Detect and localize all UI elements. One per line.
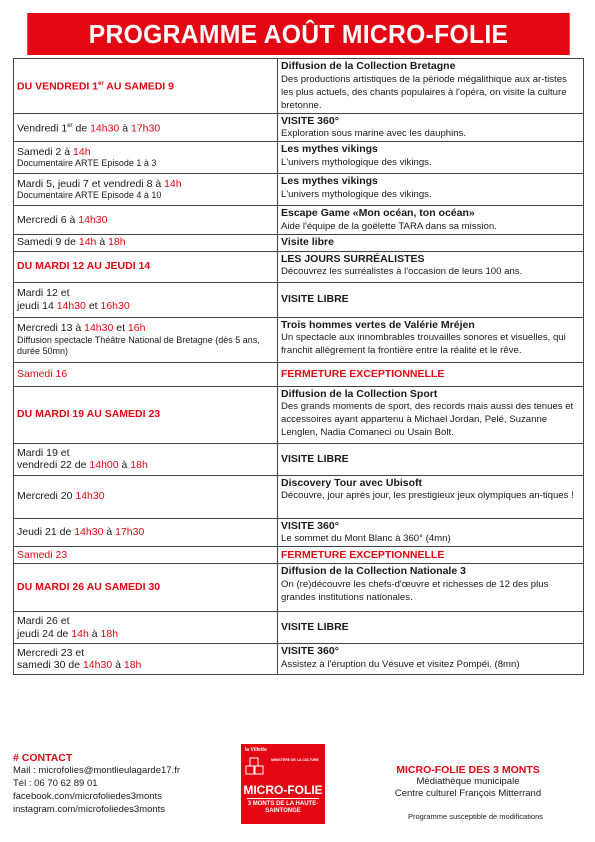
end-time: 17h30	[130, 122, 161, 135]
programme-row	[14, 564, 584, 612]
programme-row	[14, 518, 584, 547]
programme-row	[14, 443, 584, 475]
programme-row	[14, 251, 584, 282]
venue-line-1: Médiathèque municipale	[416, 776, 520, 787]
schedule-cell	[14, 206, 278, 235]
event-title: Visite libre	[281, 236, 334, 249]
event-note: Documentaire ARTE Episode 1 à 3	[17, 158, 157, 169]
event-description: L'univers mythologique des vikings.	[281, 156, 432, 168]
event-cell	[278, 142, 584, 174]
programme-row	[14, 386, 584, 443]
schedule-days: Mardi 19 et	[17, 446, 70, 459]
schedule-cell	[14, 386, 278, 443]
end-time: 16h	[127, 322, 146, 335]
start-time: 14h30	[74, 526, 104, 538]
schedule-cell	[14, 564, 278, 612]
start-time: 14h30	[84, 322, 114, 335]
connector: à	[103, 526, 116, 538]
venue-block	[373, 764, 563, 800]
programme-row	[14, 113, 584, 142]
schedule-days: Mercredi 13 à	[17, 322, 85, 335]
programme-row	[14, 612, 584, 644]
closed-day: Samedi 16	[17, 367, 68, 380]
schedule-cell	[14, 282, 278, 317]
schedule-cell	[14, 443, 278, 475]
start-time: 14h30	[56, 299, 86, 312]
date-suffix: er	[67, 122, 73, 129]
start-time: 14h	[73, 145, 91, 158]
end-time: 18h	[130, 459, 148, 471]
event-title: VISITE 360°	[281, 519, 339, 532]
event-title: Trois hommes vertes de Valérie Mréjen	[281, 318, 475, 331]
event-title: VISITE 360°	[281, 114, 339, 127]
schedule-cell	[14, 174, 278, 206]
closure-label: FERMETURE EXCEPTIONNELLE	[281, 548, 445, 561]
venue-title: MICRO-FOLIE DES 3 MONTS	[396, 764, 540, 776]
start-time: 14h30	[78, 213, 108, 226]
closure-label: FERMETURE EXCEPTIONNELLE	[281, 367, 445, 380]
connector: à	[96, 236, 109, 249]
connector: à	[88, 627, 101, 640]
programme-row	[14, 174, 584, 206]
event-title: VISITE LIBRE	[281, 452, 349, 465]
event-title: Les mythes vikings	[281, 175, 378, 187]
end-time: 18h	[108, 236, 126, 249]
event-cell	[278, 234, 584, 251]
schedule-cell	[14, 644, 278, 675]
section-dates: DU MARDI 19 AU SAMEDI 23	[17, 408, 161, 421]
event-title: VISITE 360°	[281, 645, 339, 657]
programme-row	[14, 282, 584, 317]
start-time: 14h00	[89, 459, 119, 471]
event-title: Escape Game «Mon océan, ton océan»	[281, 207, 475, 219]
event-cell	[278, 612, 584, 644]
event-cell	[278, 113, 584, 142]
end-time: 18h	[100, 627, 119, 640]
event-title: Diffusion de la Collection Sport	[281, 387, 438, 400]
schedule-days: Mardi 12 et	[17, 287, 70, 299]
schedule-days: Vendredi 1	[17, 122, 68, 135]
event-note: Diffusion spectacle Théâtre National de Bretagne (dès 5 ans, durée 50mn)	[17, 334, 260, 356]
footer	[13, 747, 584, 832]
event-cell	[278, 564, 584, 612]
schedule-cell	[14, 59, 278, 114]
event-description: On (re)découvre les chefs-d'œuvre et richesses de 12 des plus grandes institutions nationales.	[281, 578, 549, 603]
schedule-days: Mardi 26 et	[17, 615, 70, 627]
event-cell	[278, 443, 584, 475]
programme-row	[14, 362, 584, 386]
event-description: Assistez à l'éruption du Vésuve et visitez Pompéi. (8mn)	[281, 658, 520, 670]
schedule-days: Mercredi 23 et	[17, 646, 85, 659]
event-cell	[278, 644, 584, 675]
cubes-icon	[245, 756, 265, 776]
event-cell	[278, 282, 584, 317]
date-suffix: er	[98, 81, 104, 88]
connector: et	[85, 299, 101, 312]
event-description: Le sommet du Mont Blanc à 360° (4mn)	[281, 533, 451, 544]
micro-folie-brand: MICRO-FOLIE	[243, 783, 323, 797]
start-time: 14h	[71, 627, 89, 640]
event-note: Documentaire ARTE Episode 4 à 10	[17, 190, 162, 201]
contact-heading: # CONTACT	[13, 752, 73, 764]
closed-day: Samedi 23	[17, 548, 68, 561]
event-cell	[278, 386, 584, 443]
schedule-cell	[14, 612, 278, 644]
connector: à	[118, 459, 131, 471]
contact-mail[interactable]: Mail : microfolies@montlieulagarde17.fr	[13, 765, 180, 776]
micro-folie-logo	[241, 744, 325, 824]
event-title: Discovery Tour avec Ubisoft	[281, 476, 423, 489]
schedule-cell	[14, 113, 278, 142]
event-description: Découvrez les surréalistes à l'occasion de leurs 100 ans.	[281, 266, 523, 277]
event-cell	[278, 547, 584, 564]
event-title: Diffusion de la Collection Bretagne	[281, 60, 456, 72]
villette-logo-text: la Villette	[245, 747, 267, 753]
page-title: PROGRAMME AOÛT MICRO-FOLIE	[88, 19, 509, 49]
page-title-banner	[27, 13, 569, 55]
section-dates: DU MARDI 26 AU SAMEDI 30	[17, 581, 161, 594]
event-description: Des productions artistiques de la période mégalithique aux ar-tistes les plus actuels, des chants populaires à l'opéra, on visite la culture bretonne.	[281, 73, 567, 111]
schedule-days: vendredi 22 de	[17, 459, 90, 471]
schedule-cell	[14, 362, 278, 386]
schedule-days: Mardi 5, jeudi 7 et vendredi 8 à	[17, 177, 165, 190]
schedule-days: Samedi 2 à	[17, 145, 74, 158]
event-cell	[278, 475, 584, 518]
event-description: Aide l'équipe de la goëlette TARA dans sa mission.	[281, 220, 497, 232]
programme-table	[13, 58, 584, 675]
schedule-days: jeudi 14	[17, 299, 57, 312]
event-title: Les mythes vikings	[281, 143, 378, 155]
schedule-days: Mercredi 20	[17, 490, 76, 503]
programme-row	[14, 317, 584, 362]
schedule-days: samedi 30 de	[17, 659, 83, 671]
event-title: Diffusion de la Collection Nationale 3	[281, 565, 466, 577]
venue-line-2: Centre culturel François Mitterrand	[394, 788, 542, 799]
schedule-cell	[14, 475, 278, 518]
programme-row	[14, 234, 584, 251]
contact-facebook[interactable]: facebook.com/microfoliedes3monts	[13, 791, 162, 802]
schedule-days: Mercredi 6 à	[17, 213, 79, 226]
event-description: Un spectacle aux innombrables trouvailles sonores et visuelles, qui franchit allègrement la frontière entre la réalité et le rêve.	[281, 332, 566, 356]
section-dates: DU VENDREDI 1	[17, 80, 99, 93]
connector: à	[119, 122, 131, 135]
programme-row	[14, 206, 584, 235]
schedule-cell	[14, 547, 278, 564]
schedule-cell	[14, 234, 278, 251]
connector: de	[72, 122, 91, 135]
ministere-logo-text: MINISTÈRE DE LA CULTURE	[271, 758, 319, 762]
event-title: LES JOURS SURRÉALISTES	[281, 252, 425, 265]
schedule-cell	[14, 251, 278, 282]
logo-subtitle: 3 MONTS DE LA HAUTE-SAINTONGE	[247, 798, 319, 815]
start-time: 14h30	[90, 122, 120, 135]
schedule-days: Jeudi 21 de	[17, 526, 75, 538]
event-cell	[278, 251, 584, 282]
event-cell	[278, 317, 584, 362]
section-dates: DU MARDI 12 AU JEUDI 14	[17, 260, 151, 273]
connector: à	[112, 659, 124, 671]
end-time: 17h30	[115, 526, 145, 538]
event-cell	[278, 174, 584, 206]
schedule-days: Samedi 9 de	[17, 236, 79, 249]
schedule-cell	[14, 317, 278, 362]
event-cell	[278, 59, 584, 114]
start-time: 14h	[78, 236, 97, 249]
programme-row	[14, 142, 584, 174]
event-cell	[278, 362, 584, 386]
event-title: VISITE LIBRE	[281, 621, 349, 634]
schedule-days: jeudi 24 de	[17, 627, 72, 640]
programme-row	[14, 475, 584, 518]
event-cell	[278, 518, 584, 547]
contact-instagram[interactable]: instagram.com/microfoliedes3monts	[13, 804, 166, 815]
schedule-cell	[14, 142, 278, 174]
event-description: Découvre, jour après jour, les prestigieux jeux olympiques an-tiques !	[281, 490, 574, 501]
connector: et	[113, 322, 128, 335]
event-description: Exploration sous marine avec les dauphins.	[281, 128, 467, 139]
start-time: 14h30	[82, 659, 113, 671]
modification-note: Programme susceptible de modifications	[408, 812, 544, 821]
event-description: L'univers mythologique des vikings.	[281, 188, 432, 200]
programme-row	[14, 644, 584, 675]
start-time: 14h30	[75, 490, 105, 503]
section-dates-end: AU SAMEDI 9	[103, 80, 174, 93]
event-cell	[278, 206, 584, 235]
contact-phone[interactable]: Tél : 06 70 62 89 01	[13, 778, 98, 789]
programme-row	[14, 59, 584, 114]
event-title: VISITE LIBRE	[281, 293, 349, 306]
event-description: Des grands moments de sport, des records mais aussi des tenues et accessoires ayant appartenu à Michael Jordan, Pelé, Suzanne Lenglen, Nadia Comaneci ou Usain Bolt.	[281, 401, 574, 438]
programme-row	[14, 547, 584, 564]
end-time: 16h30	[100, 299, 130, 312]
schedule-cell	[14, 518, 278, 547]
end-time: 18h	[123, 659, 142, 671]
start-time: 14h	[164, 177, 182, 190]
